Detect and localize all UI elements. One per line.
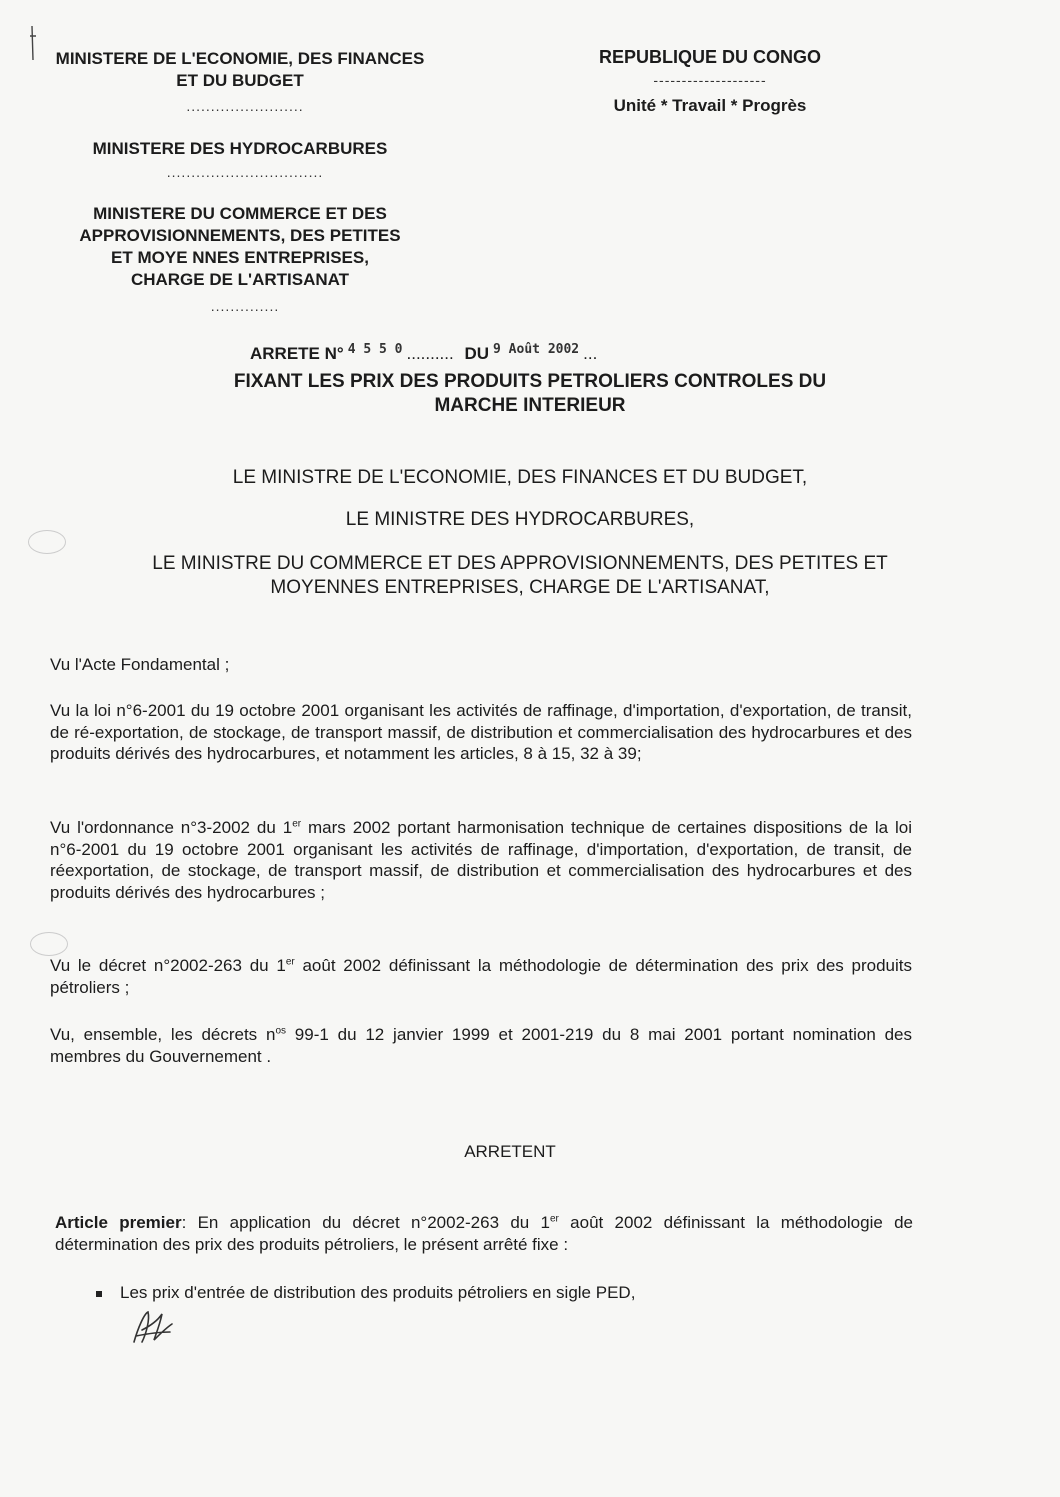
ministry-commerce-line: ET MOYE NNES ENTREPRISES, — [111, 248, 369, 267]
visa-text: Vu le décret n°2002-263 du 1 — [50, 956, 286, 975]
visa-text: Vu, ensemble, les décrets n — [50, 1025, 276, 1044]
dots: ... — [583, 344, 598, 363]
article-text: août 2002 définissant la méthodologie de détermination des prix des produits pétroliers, le présent arrêté fixe : — [55, 1213, 913, 1254]
separator-dashes: -------------------- — [653, 72, 767, 88]
article-label: Article premier — [55, 1213, 182, 1232]
decree-title — [110, 370, 950, 418]
separator-dots: ................................ — [166, 164, 324, 180]
article-text: En application du décret n°2002-263 du 1 — [186, 1213, 550, 1232]
decree-date: 9 Août 2002 — [493, 342, 580, 357]
decree-prefix: ARRETE N° — [250, 344, 344, 363]
visa-decret-2002-263 — [50, 955, 912, 998]
ministry-finance-title — [30, 48, 450, 92]
article-colon: : — [181, 1213, 187, 1232]
ministry-finance-line1: MINISTERE DE L'ECONOMIE, DES FINANCES — [55, 49, 425, 68]
decree-title-line: MARCHE INTERIEUR — [434, 395, 626, 416]
minister-commerce-line: MOYENNES ENTREPRISES, CHARGE DE L'ARTISANAT, — [270, 577, 770, 598]
ministry-finance-line2: ET DU BUDGET — [176, 71, 304, 90]
superscript: os — [275, 1025, 287, 1037]
visa-text: août 2002 définissant la méthodologie de détermination des prix des produits pétroliers ; — [50, 956, 913, 997]
punch-hole — [30, 932, 68, 956]
minister-finance: LE MINISTRE DE L'ECONOMIE, DES FINANCES ET DU BUDGET, — [232, 467, 808, 488]
dots: .......... — [406, 344, 454, 363]
separator-dots: ........................ — [186, 98, 304, 114]
initials-signature — [128, 1306, 178, 1350]
decree-title-line: FIXANT LES PRIX DES PRODUITS PETROLIERS CONTROLES DU — [233, 371, 827, 392]
visa-loi-6-2001: Vu la loi n°6-2001 du 19 octobre 2001 organisant les activités de raffinage, d'importation, d'exportation, de transit, de ré-exportation, de stockage, de transport massif, de distribution et commercialisation des hydrocarbures et des produits dérivés des hydrocarbures, et notamment les articles, 8 à 15, 32 à 39; — [50, 701, 912, 763]
visa-text: 99-1 du 12 janvier 1999 et 2001-219 du 8 mai 2001 portant nomination des membres du Gouvernement . — [50, 1025, 912, 1066]
list-item — [96, 1282, 896, 1304]
country-name: REPUBLIQUE DU CONGO — [598, 47, 821, 67]
visa-ordonnance-3-2002 — [50, 817, 912, 903]
ministry-hydrocarbons-title: MINISTERE DES HYDROCARBURES — [92, 139, 388, 158]
visa-acte-fondamental: Vu l'Acte Fondamental ; — [50, 655, 230, 674]
minister-commerce-line: LE MINISTRE DU COMMERCE ET DES APPROVISIONNEMENTS, DES PETITES ET — [152, 553, 888, 574]
ministry-commerce-line: CHARGE DE L'ARTISANAT — [130, 270, 350, 289]
ministry-commerce-line: APPROVISIONNEMENTS, DES PETITES — [79, 226, 401, 245]
decree-number: 4 5 5 0 — [347, 342, 403, 357]
minister-hydrocarbons: LE MINISTRE DES HYDROCARBURES, — [345, 509, 695, 530]
superscript: er — [292, 818, 302, 830]
visa-text: Vu l'ordonnance n°3-2002 du 1 — [50, 818, 293, 837]
scan-mark — [28, 20, 48, 80]
decree-number-line — [250, 344, 750, 364]
visa-decrets-gouvernement — [50, 1024, 912, 1067]
superscript: er — [285, 956, 295, 968]
minister-commerce — [40, 552, 1000, 600]
ministry-commerce-title — [40, 203, 440, 291]
bullet-text: Les prix d'entrée de distribution des produits pétroliers en sigle PED, — [120, 1283, 636, 1302]
arretent-heading: ARRETENT — [464, 1142, 556, 1161]
separator-dots: .............. — [210, 298, 280, 314]
ministry-commerce-line: MINISTERE DU COMMERCE ET DES — [93, 204, 387, 223]
visa-text: mars 2002 portant harmonisation technique de certaines dispositions de la loi n°6-2001 du 19 octobre 2001 organisant les activités de raffinage, d'importation, d'exportation, de transit, de réexportation, de stockage, de transport massif, de distribution et commercialisation des hydrocarbures et des produits dérivés des hydrocarbures ; — [50, 818, 912, 902]
superscript: er — [549, 1213, 559, 1225]
national-motto: Unité * Travail * Progrès — [613, 96, 807, 115]
decree-du: DU — [464, 344, 490, 363]
bullet-icon — [96, 1291, 102, 1297]
article-premier — [55, 1212, 913, 1255]
punch-hole — [28, 530, 66, 554]
